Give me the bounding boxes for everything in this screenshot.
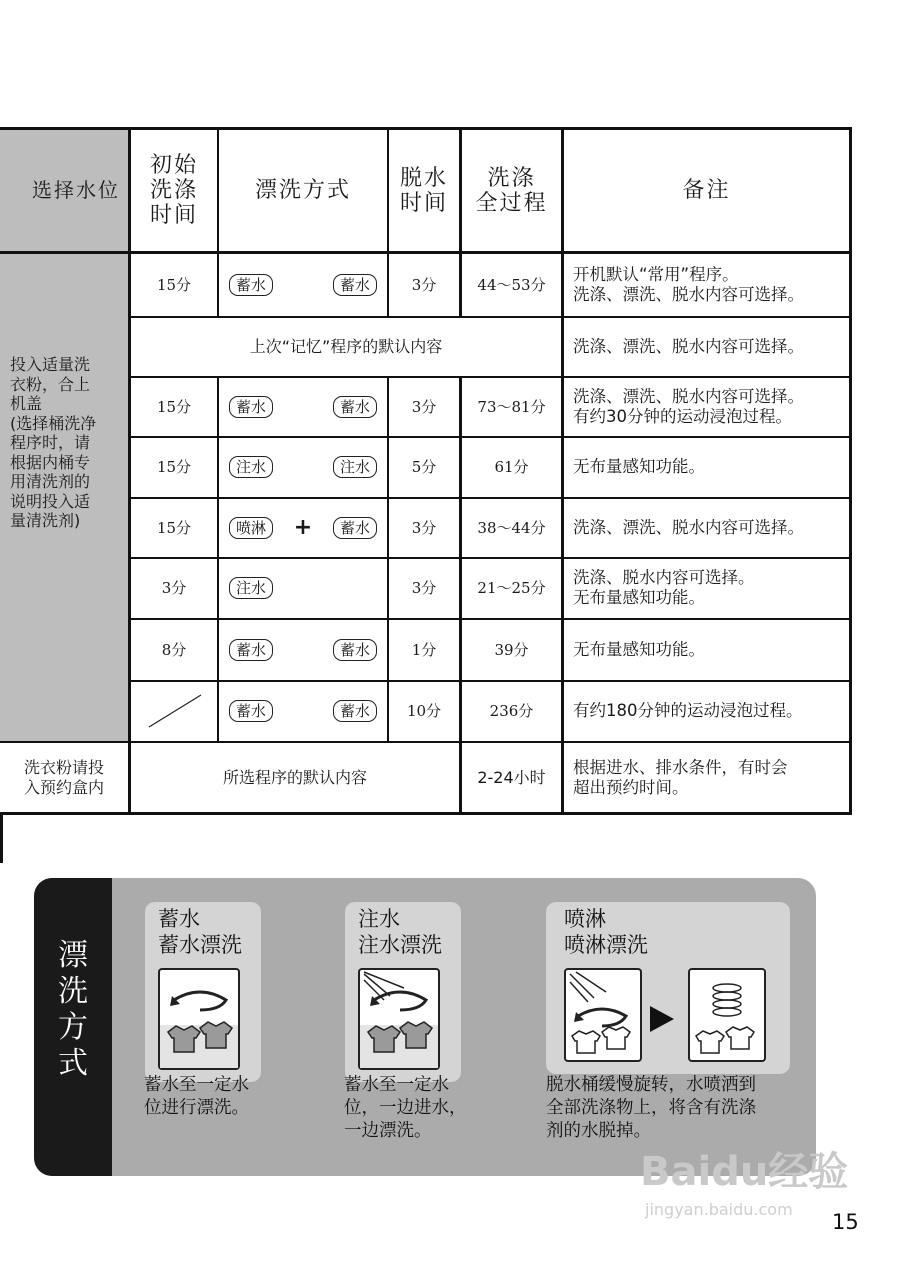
table-row-spin: 1分 [411,640,437,659]
rinse-mode-pill: 注水 [229,456,273,478]
rinse-mode-pill: 注水 [229,577,273,599]
header-spin-time: 脱水 时间 [399,165,448,216]
rinse-card-desc: 蓄水至一定水 位，一边进水， 一边漂洗。 [344,1075,467,1141]
table-row-wash: 3分 [161,579,187,597]
rinse-modes-panel [34,878,816,1176]
table-row-note: 根据进水、排水条件，有时会 超出预约时间。 [573,757,788,797]
table-row-rinse [219,254,387,316]
storage-rinse-icon [160,970,238,1068]
table-row-note: 无布量感知功能。 [573,639,705,659]
rinse-mode-pill: 蓄水 [229,639,273,661]
arrow-right-icon [650,1006,674,1032]
table-row-rinse [219,437,387,497]
left-group-reservation: 洗衣粉请投 入预约盒内 [23,757,104,797]
rinse-mode-pill: 蓄水 [333,517,377,539]
table-row-note: 洗涤、脱水内容可选择。 无布量感知功能。 [573,568,755,607]
header-notes: 备注 [682,178,731,203]
table-row-rinse [219,498,387,557]
rinse-mode-pill: 蓄水 [333,700,377,722]
table-row-merged: 上次“记忆”程序的默认内容 [249,336,443,356]
tub-illustration-icon [688,968,766,1062]
table-row-total: 21～25分 [477,579,546,597]
rinse-mode-pill: 注水 [333,456,377,478]
table-row-note: 洗涤、漂洗、脱水内容可选择。 [573,336,804,356]
table-row-total: 2-24小时 [477,767,546,787]
table-row-note: 无布量感知功能。 [573,457,705,476]
rinse-card-desc: 脱水桶缓慢旋转，水喷洒到 全部洗涤物上，将含有洗涤 剂的水脱掉。 [546,1075,756,1141]
table-row-rinse [219,681,387,741]
baidu-watermark-url: jingyan.baidu.com [645,1200,793,1219]
table-row-note: 有约180分钟的运动浸泡过程。 [573,701,803,720]
page-number: 15 [832,1210,859,1234]
rinse-card-title: 蓄水 蓄水漂洗 [158,907,242,957]
spec-table [0,127,852,815]
table-row-rinse [219,558,387,618]
tub-illustration-icon [158,968,240,1070]
table-row-spin: 10分 [406,702,442,720]
table-row-total: 44～53分 [477,276,546,294]
rinse-mode-pill: 喷淋 [229,517,273,539]
fill-rinse-icon [360,970,438,1068]
table-row-merged: 所选程序的默认内容 [222,767,367,787]
table-row-wash: 15分 [156,518,192,537]
plus-sign: + [293,514,313,540]
table-row-wash: 15分 [156,458,192,476]
table-row-wash: 8分 [161,640,187,659]
table-row-wash: 15分 [156,276,192,294]
rinse-mode-pill: 蓄水 [333,639,377,661]
rinse-card-desc: 蓄水至一定水 位进行漂洗。 [144,1075,249,1118]
table-row-spin: 3分 [411,276,437,294]
table-row-note: 洗涤、漂洗、脱水内容可选择。 [573,517,804,537]
baidu-watermark-logo: Baidu经验 [640,1149,849,1195]
table-row-spin: 3分 [411,397,437,416]
table-row-total: 73～81分 [477,397,546,416]
panel-side-bar [34,878,112,1176]
header-total: 洗涤 全过程 [475,165,548,216]
header-initial-wash: 初始 洗涤 时间 [149,153,198,228]
table-row-total: 39分 [494,640,529,659]
rinse-mode-pill: 蓄水 [229,274,273,296]
header-water-level: 选择水位 [32,178,120,202]
panel-side-title: 漂 洗 方 式 [58,938,88,1081]
rinse-mode-pill: 蓄水 [229,396,273,418]
rinse-card-title: 注水 注水漂洗 [358,907,442,957]
table-row-rinse [219,377,387,436]
left-group-instructions: 投入适量洗 衣粉，合上 机盖 (选择桶洗净 程序时，请 根据内桶专 用清洗剂的 说明投入适 量清洗剂) [10,355,97,530]
table-row-note: 开机默认“常用”程序。 洗涤、漂洗、脱水内容可选择。 [573,265,804,304]
spray-rinse-icon [566,970,640,1060]
tub-illustration-icon [358,968,440,1070]
not-applicable-slash [131,681,217,741]
spin-drain-icon [690,970,764,1060]
table-row-total: 236分 [489,702,534,720]
table-row-wash: 15分 [156,397,192,416]
rinse-mode-pill: 蓄水 [333,396,377,418]
table-row-total: 61分 [494,458,529,476]
rinse-card-title: 喷淋 喷淋漂洗 [564,907,648,957]
table-row-spin: 5分 [411,458,437,476]
page-edge-line [0,815,3,863]
rinse-mode-pill: 蓄水 [229,700,273,722]
table-row-note: 洗涤、漂洗、脱水内容可选择。 有约30分钟的运动浸泡过程。 [573,386,804,426]
rinse-mode-pill: 蓄水 [333,274,377,296]
tub-illustration-icon [564,968,642,1062]
table-row-rinse [219,619,387,680]
table-row-spin: 3分 [411,518,437,537]
table-row-spin: 3分 [411,579,437,597]
table-row-total: 38～44分 [477,518,546,537]
header-rinse-mode: 漂洗方式 [254,178,351,203]
